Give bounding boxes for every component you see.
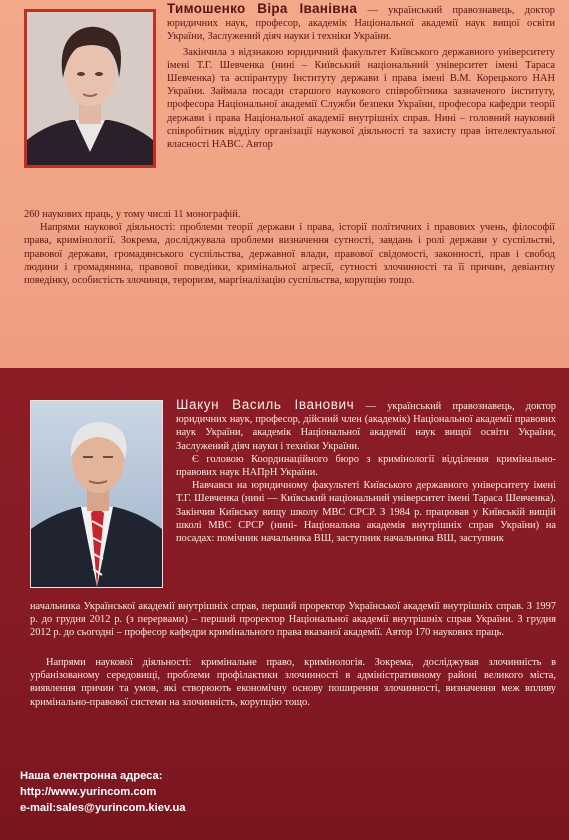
author1-intro-text: — український правознавець, доктор юридичних наук, професор, академік Національної академії наук вищої освіти України, Заслужений діяч науки і техніки України.: [167, 5, 555, 43]
author1-research: Напрями наукової діяльності: проблеми теорії держави і права, історії політичних і правових учень, філософії права, кримінології. Зокрема, досліджувала проблеми визначення сутності, завдань і ролі держави у суспільстві, правової держави, громадянського суспільства, державної влади, правової свідомості, законності, прав і свобод людини і громадянина, правової поведінки, кримінальної агресії, сутності злочинності та її причин, девіантну поведінку, особистість злочинця, тероризм, маргіналізацію суспільства, корупцію тощо.: [24, 222, 555, 287]
author2-bio: Навчався на юридичному факультеті Київського державного університету імені Т.Г. Шевченка (нині — Київський національний університет імені Тараса Шевченка). Закінчив Київську вищу школу МВС СРСР. З 1984 р. працював у Київській вищій школі МВС СРСР (нині- Національна академія внутрішніх справ України) на посадах: помічник начальника ВШ, заступник начальника ВШ, заступник: [176, 480, 556, 545]
author2-name: Шакун Василь Іванович: [176, 397, 355, 412]
author2-photo: [30, 400, 163, 588]
contact-heading: Наша електронна адреса:: [20, 770, 163, 782]
contact-block: [20, 768, 320, 816]
author2-intro-text: — український правознавець, доктор юридичних наук, професор, дійсний член (академік) Національної академії правових наук України, академік Національної академії наук вищої освіти України, Заслужений діяч науки і техніки України.: [176, 401, 556, 452]
author2-bio-tail-block: [30, 600, 556, 640]
author1-photo: [24, 9, 156, 168]
author1-intro: [167, 2, 555, 151]
author1-bio-tail: 260 наукових праць, у тому числі 11 монографій.: [24, 209, 241, 220]
author2-intro: [176, 398, 556, 545]
website-link[interactable]: http://www.yurincom.com: [20, 786, 157, 798]
author2-bio-tail: начальника Української академії внутрішніх справ, перший проректор Української академії внутрішніх справ. З 1997 р. до грудня 2012 р. (з перервами) – перший проректор Національної академії внутрішніх справ України. З грудня 2012 р. до сьогодні – професор кафедри кримінального права вказаної академії. Автор 170 наукових праць.: [30, 601, 556, 639]
author1-bio: Закінчила з відзнакою юридичний факультет Київського державного університету імені Т.Г. Шевченка (нині – Київський національний університет імені Тараса Шевченка) та аспірантуру Інституту держави і права імені В.М. Корецького НАН України. Займала посади старшого наукового співробітника зазначеного інституту, професора Національної академії Служби безпеки України, професора кафедри теорії держави і права Національної академії внутрішніх справ. Нині – головний науковий співробітник відділу організації наукової діяльності та захисту прав інтелектуальної власності НАВС. Автор: [167, 46, 555, 151]
author1-name: Тимошенко Віра Іванівна: [167, 1, 358, 16]
author1-title-paragraph: [167, 2, 555, 44]
author2-research-block: [30, 656, 556, 709]
email-link[interactable]: e-mail:sales@yurincom.kiev.ua: [20, 802, 186, 814]
author2-bureau: Є головою Координаційного бюро з кримінології відділення кримінально-правових наук НАПрН України.: [176, 453, 556, 479]
author1-details: [24, 208, 555, 287]
author2-research: Напрями наукової діяльності: кримінальне право, кримінологія. Зокрема, досліджував злочинність в урбанізованому середовищі, проблеми профілактики злочинності в адміністративному районі великого міста, виявлення причин та умов, які створюють економічну основу поширення злочинності, визначення меж впливу кримінально-правової системи на злочинність, корупцію тощо.: [30, 657, 556, 708]
author2-title-paragraph: [176, 398, 556, 453]
